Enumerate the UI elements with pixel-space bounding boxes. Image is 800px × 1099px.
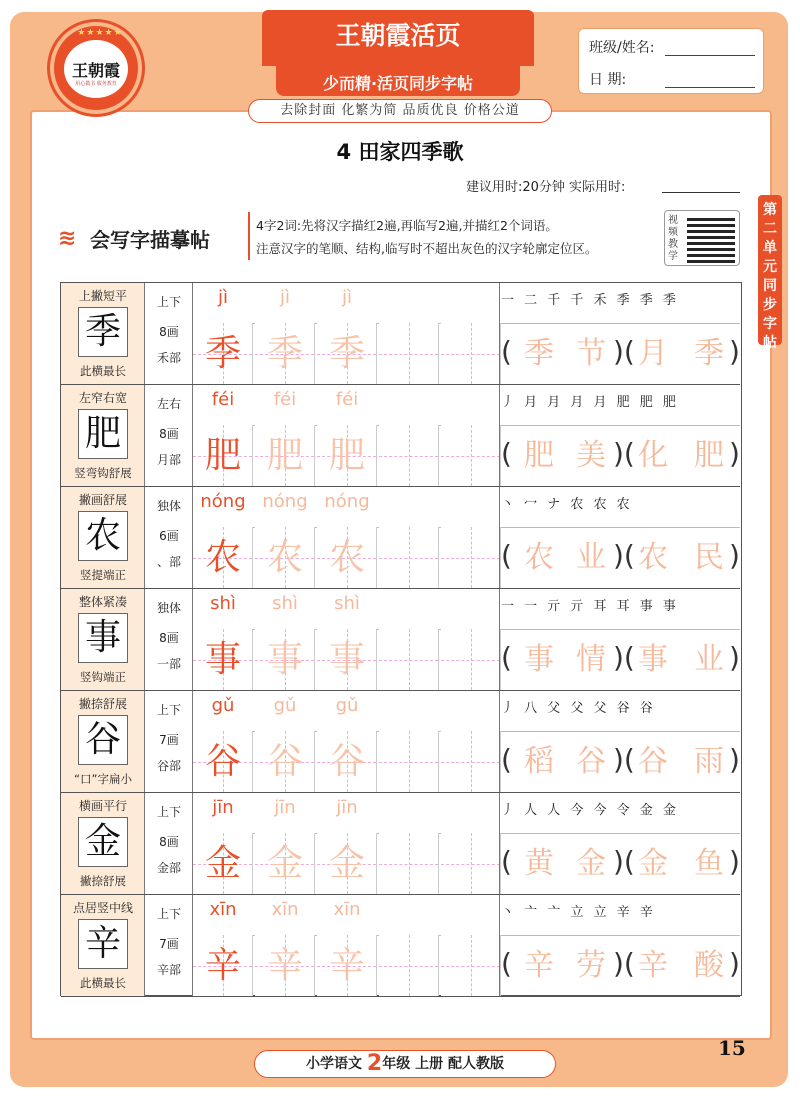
word-char[interactable]: 业 xyxy=(694,642,724,677)
trace-char: 农 xyxy=(266,537,303,578)
pinyin-trace: jì xyxy=(341,287,352,308)
practice-cell[interactable] xyxy=(379,935,439,996)
empty-practice-cell xyxy=(379,833,439,894)
pinyin: gǔ xyxy=(211,695,235,716)
empty-practice-cell xyxy=(441,323,501,384)
stroke-count: 8画 xyxy=(159,427,179,441)
word-char[interactable]: 情 xyxy=(576,642,606,677)
practice-cell[interactable] xyxy=(193,935,253,996)
stroke-count: 8画 xyxy=(159,631,179,645)
pinyin: nóng xyxy=(200,491,246,512)
practice-cell[interactable] xyxy=(255,833,315,894)
close-paren: ) xyxy=(729,947,740,980)
pinyin-row xyxy=(193,691,493,731)
section-divider xyxy=(248,212,250,260)
open-paren: ( xyxy=(501,947,512,980)
open-paren: ( xyxy=(501,539,512,572)
empty-practice-cell xyxy=(379,731,439,792)
pinyin-trace: xīn xyxy=(271,899,299,920)
pinyin-trace: shì xyxy=(272,593,298,614)
word-practice xyxy=(501,629,741,690)
tip-top: 点居竖中线 xyxy=(72,901,133,915)
pinyin-trace: gǔ xyxy=(273,695,297,716)
close-open-paren: )( xyxy=(613,437,635,470)
word-char[interactable]: 事 xyxy=(524,642,554,677)
stroke-count: 7画 xyxy=(159,937,179,951)
actual-time-field[interactable] xyxy=(662,192,740,193)
practice-char: 辛 xyxy=(204,945,241,986)
tip-bottom: 竖提端正 xyxy=(80,568,126,582)
trace-char: 肥 xyxy=(266,435,303,476)
time-info: 建议用时:20分钟 实际用时: xyxy=(466,180,626,195)
word-char[interactable]: 鱼 xyxy=(694,846,724,881)
close-paren: ) xyxy=(729,539,740,572)
empty-practice-cell xyxy=(379,323,439,384)
reference-char-box xyxy=(78,511,128,561)
radical: 、部 xyxy=(156,555,181,569)
practice-cell[interactable] xyxy=(193,833,253,894)
word-practice xyxy=(501,731,741,792)
qr-code-box[interactable] xyxy=(664,210,740,266)
trace-char: 辛 xyxy=(328,945,365,986)
reference-char: 谷 xyxy=(84,719,121,760)
practice-cell[interactable] xyxy=(255,731,315,792)
empty-practice-cell xyxy=(379,935,439,996)
structure-cell xyxy=(145,691,193,792)
practice-cell[interactable] xyxy=(317,527,377,588)
close-open-paren: )( xyxy=(613,743,635,776)
word-char[interactable]: 稻 xyxy=(524,744,554,779)
pinyin-row xyxy=(193,283,493,323)
unit-side-tab xyxy=(758,195,782,351)
reference-cell xyxy=(61,895,145,996)
reference-cell xyxy=(61,793,145,894)
reference-char-box xyxy=(78,715,128,765)
practice-cell[interactable] xyxy=(379,629,439,690)
reference-cell xyxy=(61,691,145,792)
close-paren: ) xyxy=(729,845,740,878)
reference-cell xyxy=(61,283,145,384)
radical: 一部 xyxy=(156,657,181,671)
footer-edition-text: 年级 上册 配人教版 xyxy=(382,1056,504,1072)
word-char[interactable]: 辛 xyxy=(524,948,554,983)
section-title: 会写字描摹帖 xyxy=(90,228,210,252)
practice-cell[interactable] xyxy=(379,425,439,486)
practice-cell[interactable] xyxy=(255,527,315,588)
word-char[interactable]: 化 xyxy=(638,438,668,473)
empty-practice-cell xyxy=(441,833,501,894)
structure-cell xyxy=(145,385,193,486)
pinyin-trace: xīn xyxy=(333,899,361,920)
word-char[interactable]: 谷 xyxy=(638,744,668,779)
pinyin: shì xyxy=(210,593,236,614)
word-char[interactable]: 季 xyxy=(524,336,554,371)
reference-char-box xyxy=(78,613,128,663)
word-char[interactable]: 肥 xyxy=(524,438,554,473)
radical: 辛部 xyxy=(156,963,181,977)
practice-cell[interactable] xyxy=(317,833,377,894)
structure-cell xyxy=(145,283,193,384)
instruction-line-1: 4字2词:先将汉字描红2遍,再临写2遍,并描红2个词语。 xyxy=(256,218,558,233)
close-open-paren: )( xyxy=(613,335,635,368)
word-practice xyxy=(501,425,741,486)
practice-cell[interactable] xyxy=(379,323,439,384)
radical: 禾部 xyxy=(156,351,181,365)
stroke-order: 丿 人 人 今 今 令 金 金 xyxy=(501,803,679,818)
lesson-title: 4 田家四季歌 xyxy=(336,140,464,164)
reference-char: 肥 xyxy=(84,413,121,454)
structure-cell xyxy=(145,895,193,996)
pinyin-row xyxy=(193,385,493,425)
brand-logo xyxy=(50,22,142,114)
stroke-count: 8画 xyxy=(159,835,179,849)
open-paren: ( xyxy=(501,437,512,470)
pinyin-trace: féi xyxy=(273,389,297,410)
open-paren: ( xyxy=(501,335,512,368)
pinyin-trace: jì xyxy=(279,287,290,308)
word-char[interactable]: 月 xyxy=(638,336,668,371)
footer-subject: 小学语文 xyxy=(306,1056,363,1072)
wave-icon: ≋ xyxy=(58,226,77,251)
practice-cell[interactable] xyxy=(379,833,439,894)
brand-banner xyxy=(262,10,534,66)
practice-cell[interactable] xyxy=(317,731,377,792)
reference-cell xyxy=(61,487,145,588)
close-paren: ) xyxy=(729,335,740,368)
tip-bottom: 此横最长 xyxy=(80,976,126,990)
structure-cell xyxy=(145,793,193,894)
practice-char: 肥 xyxy=(204,435,241,476)
close-open-paren: )( xyxy=(613,641,635,674)
reference-cell xyxy=(61,385,145,486)
stroke-count: 6画 xyxy=(159,529,179,543)
close-paren: ) xyxy=(729,437,740,470)
empty-practice-cell xyxy=(441,425,501,486)
close-open-paren: )( xyxy=(613,947,635,980)
close-paren: ) xyxy=(729,641,740,674)
practice-cell[interactable] xyxy=(193,323,253,384)
word-char[interactable]: 酸 xyxy=(694,948,724,983)
close-open-paren: )( xyxy=(613,539,635,572)
pinyin-trace: nóng xyxy=(324,491,370,512)
word-practice xyxy=(501,833,741,894)
student-info-box xyxy=(578,28,764,94)
pinyin-trace: gǔ xyxy=(335,695,359,716)
class-name-field[interactable] xyxy=(665,55,755,56)
trace-char: 金 xyxy=(266,843,303,884)
practice-row xyxy=(61,691,740,793)
word-char[interactable]: 季 xyxy=(694,336,724,371)
practice-row xyxy=(61,283,740,385)
class-label: 班级/姓名: xyxy=(589,40,655,56)
trace-char: 季 xyxy=(328,333,365,374)
structure-type: 上下 xyxy=(156,907,181,921)
reference-char: 金 xyxy=(84,821,121,862)
practice-cell[interactable] xyxy=(317,629,377,690)
pinyin-row xyxy=(193,487,493,527)
practice-cell[interactable] xyxy=(441,323,501,384)
structure-cell xyxy=(145,487,193,588)
close-paren: ) xyxy=(729,743,740,776)
practice-cell[interactable] xyxy=(193,425,253,486)
pinyin-trace: shì xyxy=(334,593,360,614)
word-char[interactable]: 谷 xyxy=(576,744,606,779)
structure-type: 上下 xyxy=(156,703,181,717)
star-icons: ★★★★★ xyxy=(77,28,123,38)
pinyin-trace: jīn xyxy=(336,797,358,818)
subtitle-banner xyxy=(276,66,520,96)
empty-practice-cell xyxy=(441,935,501,996)
reference-char: 事 xyxy=(84,617,121,658)
practice-cell[interactable] xyxy=(441,833,501,894)
practice-cell[interactable] xyxy=(441,425,501,486)
structure-type: 独体 xyxy=(156,499,181,513)
reference-char-box xyxy=(78,919,128,969)
practice-row xyxy=(61,589,740,691)
pinyin: jì xyxy=(217,287,228,308)
stroke-count: 7画 xyxy=(159,733,179,747)
stroke-order: 一 一 亓 亓 耳 耳 事 事 xyxy=(501,599,679,614)
radical: 金部 xyxy=(156,861,181,875)
open-paren: ( xyxy=(501,845,512,878)
date-label: 日 期: xyxy=(589,72,627,88)
tip-bottom: 竖钩端正 xyxy=(80,670,126,684)
reference-char: 辛 xyxy=(84,923,121,964)
tip-top: 上撇短平 xyxy=(78,289,127,303)
trace-char: 肥 xyxy=(328,435,365,476)
qr-code-icon xyxy=(687,215,735,263)
practice-row xyxy=(61,793,740,895)
practice-char: 农 xyxy=(204,537,241,578)
practice-grid xyxy=(60,282,742,996)
tip-bottom: 撇捺舒展 xyxy=(80,874,126,888)
structure-cell xyxy=(145,589,193,690)
close-open-paren: )( xyxy=(613,845,635,878)
word-char[interactable]: 雨 xyxy=(694,744,724,779)
tip-top: 左窄右宽 xyxy=(78,391,127,405)
word-practice xyxy=(501,935,741,996)
structure-type: 上下 xyxy=(156,295,181,309)
radical: 谷部 xyxy=(156,759,181,773)
practice-cell[interactable] xyxy=(255,935,315,996)
stroke-order: 丿 八 父 父 父 谷 谷 xyxy=(501,701,656,716)
reference-cell xyxy=(61,589,145,690)
practice-cell[interactable] xyxy=(317,323,377,384)
practice-cell[interactable] xyxy=(379,527,439,588)
footer-grade: 2 xyxy=(366,1051,383,1076)
practice-row xyxy=(61,385,740,487)
tip-top: 横画平行 xyxy=(78,799,127,813)
stroke-order: 丶 冖 ナ 农 农 农 xyxy=(501,497,633,512)
empty-practice-cell xyxy=(441,527,501,588)
word-char[interactable]: 美 xyxy=(576,438,606,473)
stroke-order: 丿 月 月 月 月 肥 肥 肥 xyxy=(501,395,679,410)
practice-cell[interactable] xyxy=(193,731,253,792)
tip-bottom: 此横最长 xyxy=(80,364,126,378)
tip-top: 撇捺舒展 xyxy=(78,697,127,711)
practice-cell[interactable] xyxy=(255,323,315,384)
side-tab-text: 第 二 单 元 同 步 字 帖 xyxy=(763,202,777,351)
word-char[interactable]: 农 xyxy=(638,540,668,575)
word-practice xyxy=(501,527,741,588)
empty-practice-cell xyxy=(441,629,501,690)
pinyin: féi xyxy=(211,389,235,410)
instruction-line-2: 注意汉字的笔顺、结构,临写时不超出灰色的汉字轮廓定位区。 xyxy=(256,241,598,256)
word-char[interactable]: 黄 xyxy=(524,846,554,881)
trace-char: 季 xyxy=(266,333,303,374)
practice-char: 季 xyxy=(204,333,241,374)
trace-char: 事 xyxy=(328,639,365,680)
date-field[interactable] xyxy=(665,87,755,88)
pinyin-row xyxy=(193,589,493,629)
practice-char: 谷 xyxy=(204,741,241,782)
trace-char: 谷 xyxy=(266,741,303,782)
word-char[interactable]: 事 xyxy=(638,642,668,677)
reference-char-box xyxy=(78,307,128,357)
stroke-count: 8画 xyxy=(159,325,179,339)
open-paren: ( xyxy=(501,641,512,674)
empty-practice-cell xyxy=(441,731,501,792)
practice-cell[interactable] xyxy=(441,731,501,792)
practice-cell[interactable] xyxy=(317,425,377,486)
structure-type: 独体 xyxy=(156,601,181,615)
word-char[interactable]: 肥 xyxy=(694,438,724,473)
practice-cell[interactable] xyxy=(441,629,501,690)
word-char[interactable]: 劳 xyxy=(576,948,606,983)
practice-cell[interactable] xyxy=(193,527,253,588)
practice-cell[interactable] xyxy=(193,629,253,690)
pinyin-row xyxy=(193,793,493,833)
trace-char: 辛 xyxy=(266,945,303,986)
slogan: 去除封面 化繁为简 品质优良 价格公道 xyxy=(248,99,552,123)
tip-top: 撇画舒展 xyxy=(78,493,127,507)
practice-char: 金 xyxy=(204,843,241,884)
brand-subtitle: 少而精·活页同步字帖 xyxy=(322,74,474,93)
empty-practice-cell xyxy=(379,527,439,588)
word-practice xyxy=(501,323,741,384)
trace-char: 事 xyxy=(266,639,303,680)
tip-bottom: 竖弯钩舒展 xyxy=(74,466,132,480)
word-char[interactable]: 民 xyxy=(694,540,724,575)
structure-type: 左右 xyxy=(156,397,181,411)
logo-badge xyxy=(64,40,128,98)
stroke-order: 一 二 千 千 禾 季 季 季 xyxy=(501,293,679,308)
pinyin-trace: nóng xyxy=(262,491,308,512)
word-char[interactable]: 金 xyxy=(576,846,606,881)
practice-row xyxy=(61,487,740,589)
word-char[interactable]: 农 xyxy=(524,540,554,575)
practice-char: 事 xyxy=(204,639,241,680)
empty-practice-cell xyxy=(379,629,439,690)
trace-char: 农 xyxy=(328,537,365,578)
structure-type: 上下 xyxy=(156,805,181,819)
qr-label: 视频教学 xyxy=(668,215,678,262)
word-char[interactable]: 业 xyxy=(576,540,606,575)
brand-title: 王朝霞活页 xyxy=(335,21,461,50)
practice-cell[interactable] xyxy=(317,935,377,996)
pinyin-trace: féi xyxy=(335,389,359,410)
practice-cell[interactable] xyxy=(255,629,315,690)
pinyin: jīn xyxy=(212,797,234,818)
open-paren: ( xyxy=(501,743,512,776)
reference-char-box xyxy=(78,409,128,459)
trace-char: 金 xyxy=(328,843,365,884)
reference-char: 季 xyxy=(84,311,121,352)
pinyin-trace: jīn xyxy=(274,797,296,818)
pinyin: xīn xyxy=(209,899,237,920)
empty-practice-cell xyxy=(379,425,439,486)
word-char[interactable]: 辛 xyxy=(638,948,668,983)
radical: 月部 xyxy=(156,453,181,467)
tip-bottom: “口”字扁小 xyxy=(74,772,132,786)
pinyin-row xyxy=(193,895,493,935)
practice-cell[interactable] xyxy=(441,527,501,588)
stroke-order: 丶 亠 亠 立 立 辛 辛 xyxy=(501,905,656,920)
word-char[interactable]: 金 xyxy=(638,846,668,881)
logo-sub: 用心做书 服务教育 xyxy=(75,81,117,87)
word-char[interactable]: 节 xyxy=(576,336,606,371)
logo-text: 王朝霞 xyxy=(71,61,120,80)
practice-cell[interactable] xyxy=(255,425,315,486)
reference-char: 农 xyxy=(84,515,121,556)
practice-row xyxy=(61,895,740,997)
practice-cell[interactable] xyxy=(441,935,501,996)
trace-char: 谷 xyxy=(328,741,365,782)
footer-edition xyxy=(254,1050,556,1078)
reference-char-box xyxy=(78,817,128,867)
tip-top: 整体紧凑 xyxy=(78,595,127,609)
practice-cell[interactable] xyxy=(379,731,439,792)
page-number: 15 xyxy=(718,1036,746,1060)
